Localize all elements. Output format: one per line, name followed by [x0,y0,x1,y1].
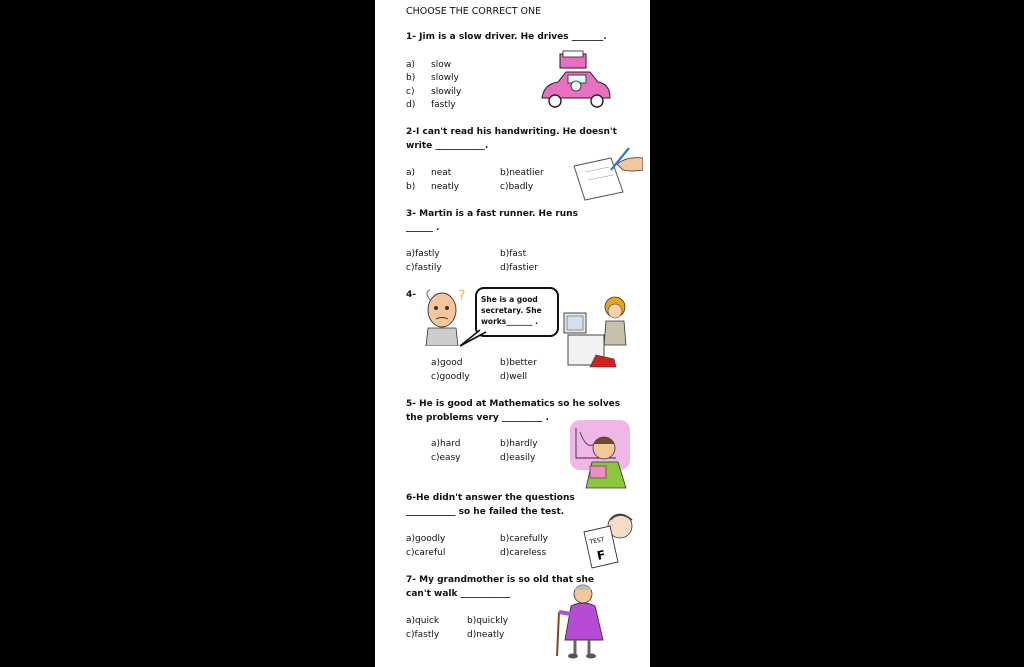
svg-text:F: F [595,547,607,563]
option-text: a)good [431,358,463,368]
option-text: a)goodly [406,534,446,544]
option-text: neatly [431,182,460,192]
option-letter: b) [406,182,416,192]
option-text: c)careful [406,548,446,558]
option-text: d)neatly [467,630,505,640]
option-text: slow [431,60,452,70]
pink-car-illustration [538,50,613,116]
option-text: d)fastier [500,263,538,273]
grandmother-illustration [553,582,613,662]
option-text: d)easily [500,453,536,463]
option-text: b)fast [500,249,527,259]
question-6-text-line2: ___________ so he failed the test. [406,507,565,517]
secretary-illustration [562,293,640,371]
worksheet-page [375,0,650,667]
svg-text:?: ? [458,288,466,304]
option-text: a)fastly [406,249,440,259]
option-text: fastly [431,100,456,110]
bubble-line: works_______ . [481,317,538,326]
question-4-number: 4- [406,290,416,300]
question-2-text-line2: write ___________. [406,141,489,151]
option-letter: a) [406,60,416,70]
bubble-line: She is a good [481,295,538,304]
option-text: b)hardly [500,439,538,449]
option-text: b)neatlier [500,168,544,178]
failed-test-illustration [580,510,638,570]
math-student-illustration [566,418,636,490]
question-7-text: 7- My grandmother is so old that she [406,575,595,585]
option-text: d)careless [500,548,547,558]
option-text: b)quickly [467,616,509,626]
option-text: b)carefully [500,534,548,544]
option-text: b)better [500,358,537,368]
option-text: a)hard [431,439,461,449]
option-letter: b) [406,73,416,83]
question-5-text-line2: the problems very _________ . [406,413,549,423]
option-text: c)fastly [406,630,440,640]
question-5-text: 5- He is good at Mathematics so he solves [406,399,621,409]
question-6-text: 6-He didn't answer the questions [406,493,575,503]
option-text: d)well [500,372,528,382]
question-3-text: 3- Martin is a fast runner. He runs [406,209,578,219]
option-text: c)badly [500,182,534,192]
bubble-line: secretary. She [481,306,542,315]
option-text: neat [431,168,452,178]
test-paper-label: TEST [588,536,606,546]
option-letter: a) [406,168,416,178]
option-text: slowily [431,87,462,97]
option-text: slowly [431,73,459,83]
option-text: c)easy [431,453,461,463]
option-letter: d) [406,100,416,110]
writing-hand-illustration [571,144,643,202]
question-1-text: 1- Jim is a slow driver. He drives _______. [406,32,607,42]
worksheet-title: CHOOSE THE CORRECT ONE [406,6,542,17]
speech-bubble-tail [458,326,492,350]
option-text: a)quick [406,616,440,626]
option-text: c)fastily [406,263,442,273]
question-7-text-line2: can't walk ___________ [406,589,511,599]
question-3-text-line2: ______ . [406,223,440,233]
option-text: c)goodly [431,372,470,382]
option-letter: c) [406,87,415,97]
question-2-text: 2-I can't read his handwriting. He doesn't [406,127,617,137]
